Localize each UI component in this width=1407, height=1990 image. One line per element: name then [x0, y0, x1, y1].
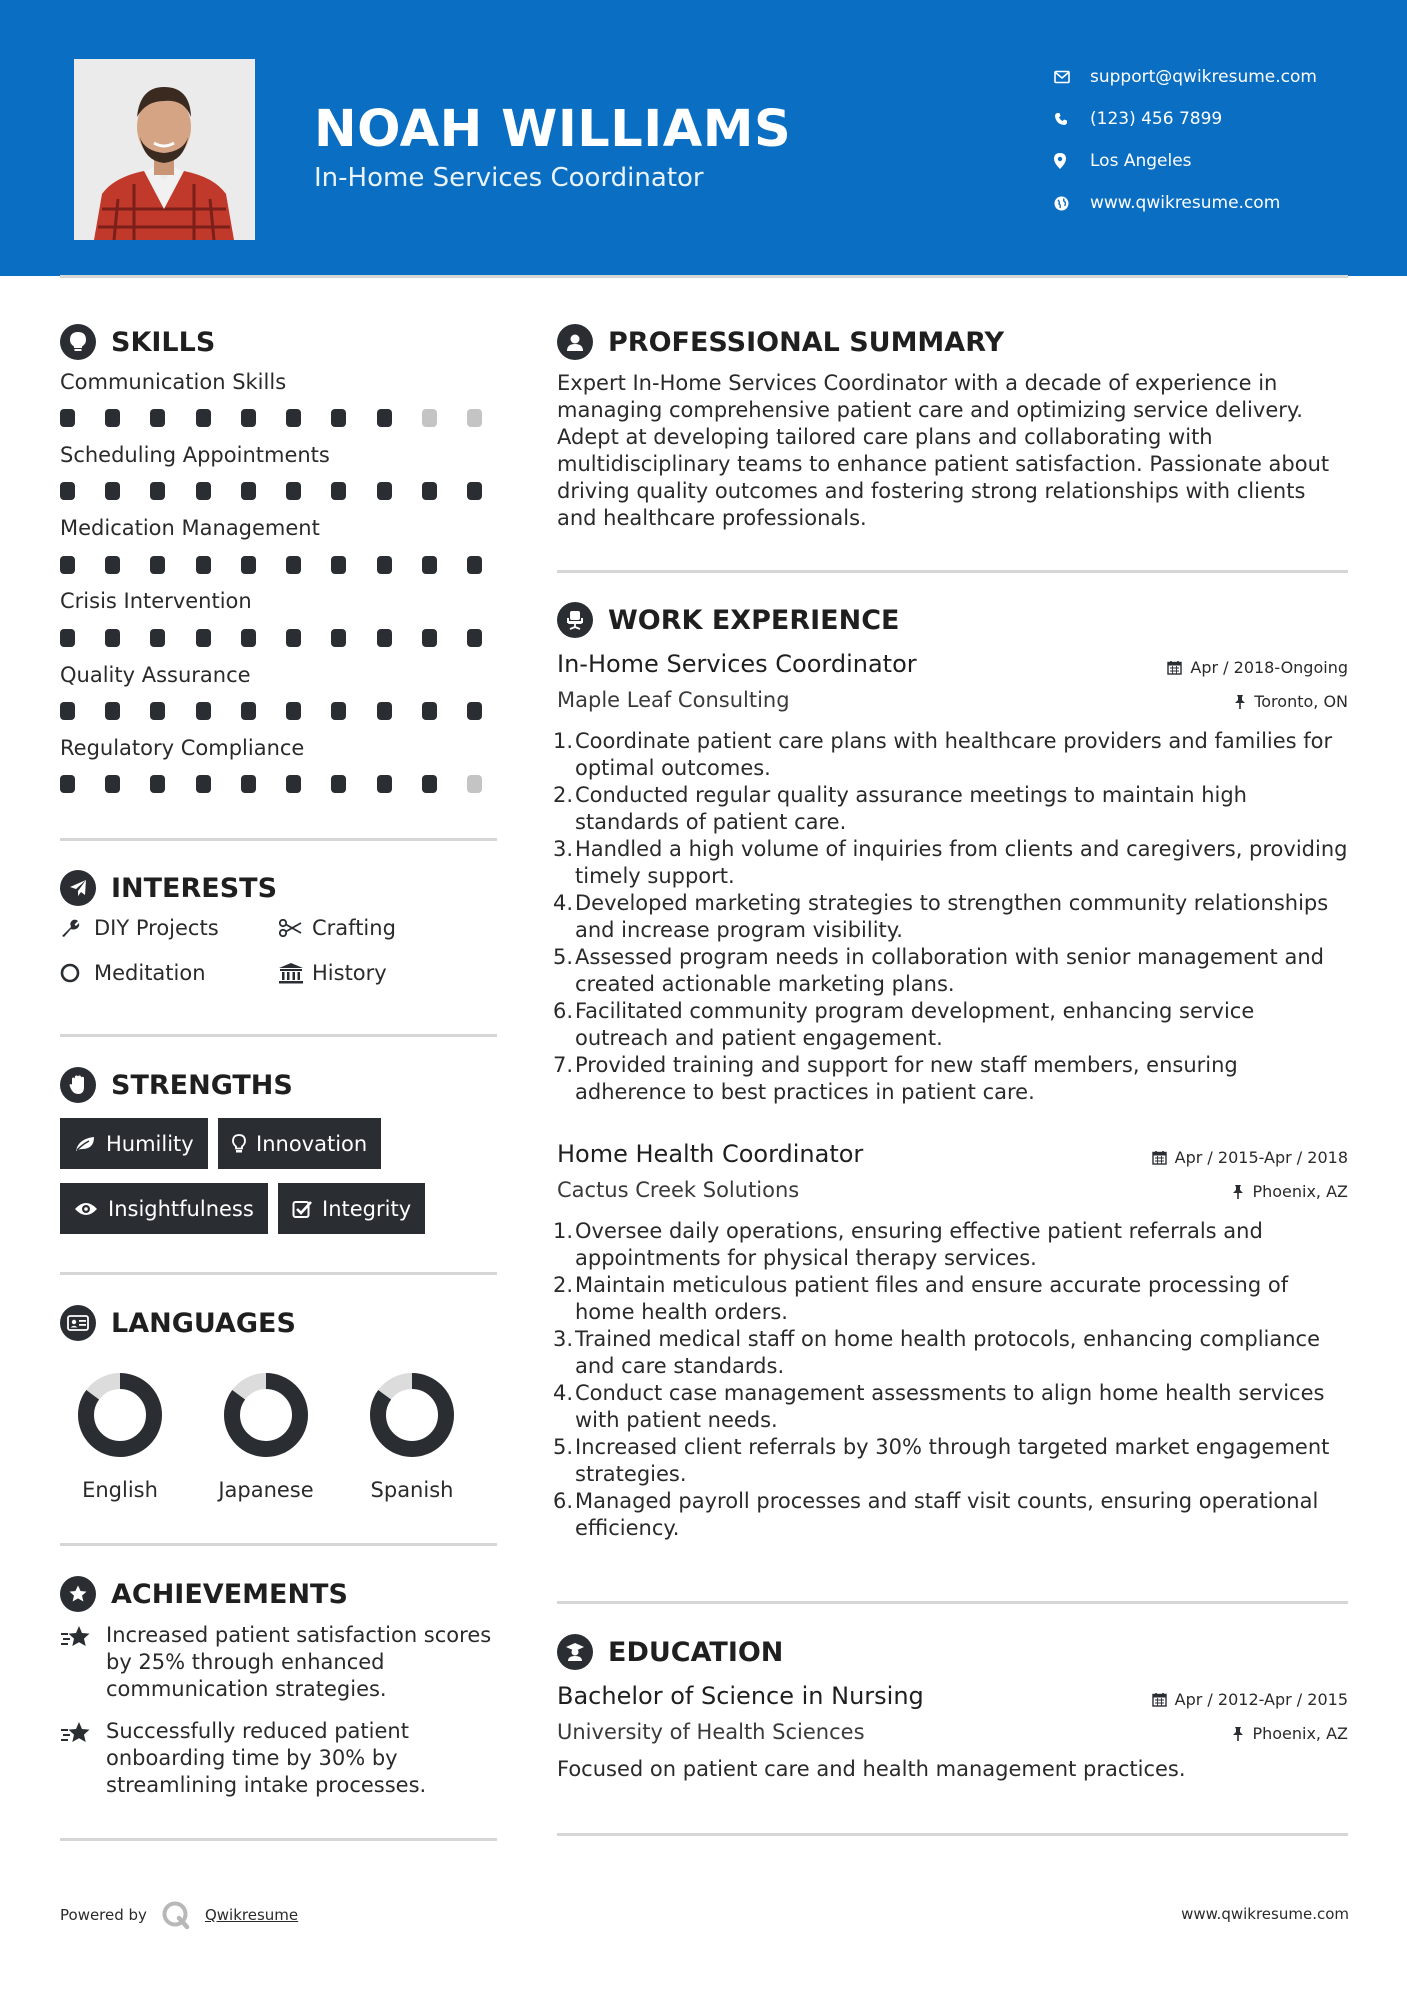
pushpin-icon: [1232, 1726, 1244, 1741]
skill-rating: [60, 775, 497, 793]
skill-dot-filled: [286, 482, 301, 500]
job-location: [1232, 1182, 1348, 1201]
chair-icon: [557, 602, 593, 638]
duty-number: 2.: [553, 783, 574, 807]
skill-dot-filled: [196, 702, 211, 720]
duty-text: Maintain meticulous patient files and ensure accurate processing of home health orders.: [575, 1273, 1289, 1324]
job-company: Maple Leaf Consulting: [557, 688, 790, 712]
section-divider: [557, 1833, 1348, 1836]
skill-dot-filled: [196, 775, 211, 793]
skill-dot-filled: [150, 482, 165, 500]
duty-number: 6.: [553, 999, 574, 1023]
skill-dot-filled: [60, 702, 75, 720]
contact-list: [1054, 56, 1354, 224]
school-name: University of Health Sciences: [557, 1720, 865, 1744]
duty-text: Conducted regular quality assurance meetings to maintain high standards of patient care.: [575, 783, 1247, 834]
calendar-icon: [1152, 1150, 1167, 1165]
language-level-ring: [367, 1370, 457, 1460]
skill-dot-filled: [377, 556, 392, 574]
skills-title: SKILLS: [111, 326, 216, 358]
duty-number: 3.: [553, 1327, 574, 1351]
duty-item: [553, 1380, 1348, 1434]
interest-item: [278, 961, 387, 985]
duty-number: 5.: [553, 945, 574, 969]
languages-title: LANGUAGES: [111, 1307, 296, 1339]
checkbox-icon: [292, 1199, 312, 1219]
duty-text: Trained medical staff on home health protocols, enhancing compliance and care standards.: [575, 1327, 1321, 1378]
strength-tag: [60, 1183, 268, 1234]
skill-dot-filled: [105, 702, 120, 720]
skill-dot-filled: [241, 409, 256, 427]
skill-dot-filled: [105, 556, 120, 574]
skill-dot-filled: [196, 629, 211, 647]
leaf-icon: [74, 1135, 96, 1153]
skill-rating: [60, 409, 497, 427]
phone-icon: [1054, 112, 1090, 126]
skill-dot-filled: [60, 409, 75, 427]
contact-website[interactable]: [1054, 182, 1354, 224]
skill-dot-filled: [105, 409, 120, 427]
summary-heading: [557, 324, 1004, 360]
skill-dot-filled: [422, 482, 437, 500]
skill-rating: [60, 482, 497, 500]
language-name: English: [82, 1478, 158, 1502]
scissors-icon: [278, 919, 312, 937]
contact-email[interactable]: [1054, 56, 1354, 98]
skills-heading: [60, 324, 215, 360]
job-duties: [553, 728, 1348, 1106]
summary-text: Expert In-Home Services Coordinator with a decade of experience in managing comprehensive patient care and optimizing service delivery. Adept at developing tailored care plans and collaborating with multidisciplinary teams to enhance patient satisfaction. Passionate about driving quality outcomes and fostering strong relationships with clients and healthcare professionals.: [557, 371, 1330, 530]
skill-dot-filled: [60, 556, 75, 574]
skill-dot-filled: [150, 556, 165, 574]
achievement-text: Successfully reduced patient onboarding time by 30% by streamlining intake processes.: [106, 1719, 427, 1797]
eye-icon: [74, 1201, 98, 1217]
skill-name: Crisis Intervention: [60, 589, 252, 613]
lightbulb-icon: [60, 324, 96, 360]
section-divider: [60, 1034, 497, 1037]
contact-email-text: support@qwikresume.com: [1090, 67, 1317, 87]
duty-item: [553, 836, 1348, 890]
achievement-text: Increased patient satisfaction scores by 25% through enhanced communication strategies.: [106, 1623, 492, 1701]
job-company: Cactus Creek Solutions: [557, 1178, 800, 1202]
duty-text: Coordinate patient care plans with healthcare providers and families for optimal outcomes.: [575, 729, 1333, 780]
skill-dot-filled: [196, 556, 211, 574]
skill-dot-filled: [377, 482, 392, 500]
calendar-icon: [1167, 660, 1182, 675]
skill-dot-empty: [467, 775, 482, 793]
envelope-icon: [1054, 70, 1090, 84]
skill-dot-empty: [467, 409, 482, 427]
museum-icon: [278, 962, 312, 984]
interest-item: [60, 916, 219, 940]
skill-dot-filled: [241, 702, 256, 720]
skill-name: Scheduling Appointments: [60, 443, 330, 467]
skill-name: Regulatory Compliance: [60, 736, 305, 760]
skill-dot-filled: [377, 629, 392, 647]
interest-item: [60, 961, 206, 985]
candidate-name: NOAH WILLIAMS: [314, 100, 792, 159]
strengths-heading: [60, 1067, 293, 1103]
skill-dot-filled: [422, 702, 437, 720]
profile-photo: [74, 59, 255, 240]
duty-number: 6.: [553, 1489, 574, 1513]
duty-number: 1.: [553, 1219, 574, 1243]
skill-dot-filled: [377, 409, 392, 427]
language-name: Spanish: [370, 1478, 454, 1502]
skill-dot-filled: [467, 702, 482, 720]
duty-number: 3.: [553, 837, 574, 861]
skill-name: Quality Assurance: [60, 663, 251, 687]
skill-dot-filled: [241, 775, 256, 793]
duty-number: 5.: [553, 1435, 574, 1459]
skill-dot-filled: [105, 775, 120, 793]
job-location-text: Toronto, ON: [1254, 692, 1348, 711]
skill-dot-filled: [331, 409, 346, 427]
education-title: EDUCATION: [608, 1636, 784, 1668]
duty-number: 4.: [553, 1381, 574, 1405]
skill-dot-filled: [150, 629, 165, 647]
interest-label: History: [312, 961, 387, 985]
achievements-heading: [60, 1576, 348, 1612]
skill-dot-filled: [286, 775, 301, 793]
skill-dot-filled: [105, 482, 120, 500]
footer-website[interactable]: www.qwikresume.com: [1181, 1905, 1349, 1923]
duty-item: [553, 1326, 1348, 1380]
skill-dot-filled: [196, 482, 211, 500]
skill-dot-filled: [467, 482, 482, 500]
section-divider: [60, 1838, 497, 1841]
section-divider: [60, 1272, 497, 1275]
duty-text: Managed payroll processes and staff visit counts, ensuring operational efficiency.: [575, 1489, 1319, 1540]
contact-phone-text: (123) 456 7899: [1090, 109, 1223, 129]
duty-text: Assessed program needs in collaboration with senior management and created actionable marketing plans.: [575, 945, 1324, 996]
interest-item: [278, 916, 396, 940]
job-location: [1234, 692, 1348, 711]
section-divider: [60, 1543, 497, 1546]
lightbulb-icon: [232, 1134, 246, 1154]
language-name: Japanese: [218, 1478, 314, 1502]
skill-dot-filled: [286, 556, 301, 574]
contact-phone[interactable]: [1054, 98, 1354, 140]
skill-dot-filled: [331, 629, 346, 647]
duty-item: [553, 944, 1348, 998]
skill-dot-filled: [286, 409, 301, 427]
experience-heading: [557, 602, 899, 638]
education-location-text: Phoenix, AZ: [1252, 1724, 1348, 1743]
id-card-icon: [60, 1305, 96, 1341]
duty-item: [553, 1218, 1348, 1272]
skill-dot-filled: [60, 629, 75, 647]
skill-dot-filled: [331, 702, 346, 720]
duty-text: Provided training and support for new staff members, ensuring adherence to best practices in patient care.: [575, 1053, 1238, 1104]
interest-label: DIY Projects: [94, 916, 219, 940]
circle-icon: [60, 963, 94, 983]
job-title: In-Home Services Coordinator: [557, 650, 917, 678]
achievements-title: ACHIEVEMENTS: [111, 1578, 348, 1610]
duty-item: [553, 890, 1348, 944]
skill-dot-filled: [331, 775, 346, 793]
job-dates: [1167, 658, 1348, 677]
degree-title: Bachelor of Science in Nursing: [557, 1682, 924, 1710]
duty-item: [553, 1052, 1348, 1106]
pushpin-icon: [1232, 1184, 1244, 1199]
language-item: [206, 1370, 326, 1502]
skill-rating: [60, 629, 497, 647]
paper-plane-icon: [60, 870, 96, 906]
skill-dot-filled: [377, 702, 392, 720]
language-item: [352, 1370, 472, 1502]
user-icon: [557, 324, 593, 360]
duty-item: [553, 782, 1348, 836]
skill-dot-filled: [422, 556, 437, 574]
skill-dot-filled: [241, 556, 256, 574]
strength-label: Insightfulness: [108, 1196, 254, 1221]
job-title: Home Health Coordinator: [557, 1140, 864, 1168]
wrench-icon: [60, 918, 94, 938]
language-item: [60, 1370, 180, 1502]
strength-tag: [278, 1183, 425, 1234]
skill-dot-filled: [286, 629, 301, 647]
duty-item: [553, 1488, 1348, 1542]
education-description: Focused on patient care and health management practices.: [557, 1757, 1186, 1781]
star-icon: [60, 1718, 106, 1799]
education-heading: [557, 1634, 783, 1670]
strength-tag: [60, 1118, 208, 1169]
skill-dot-filled: [331, 556, 346, 574]
skill-dot-filled: [105, 629, 120, 647]
language-level-ring: [75, 1370, 165, 1460]
skill-dot-filled: [467, 556, 482, 574]
contact-website-text: www.qwikresume.com: [1090, 193, 1281, 213]
duty-text: Developed marketing strategies to strengthen community relationships and increase program visibility.: [575, 891, 1329, 942]
skill-name: Communication Skills: [60, 370, 287, 394]
interest-label: Meditation: [94, 961, 206, 985]
calendar-icon: [1152, 1692, 1167, 1707]
strength-label: Innovation: [256, 1131, 368, 1156]
experience-title: WORK EXPERIENCE: [608, 604, 900, 636]
skill-dot-filled: [331, 482, 346, 500]
candidate-role: In-Home Services Coordinator: [314, 163, 704, 193]
graduate-icon: [557, 1634, 593, 1670]
contact-location-text: Los Angeles: [1090, 151, 1192, 171]
section-divider: [557, 570, 1348, 573]
skill-dot-filled: [60, 482, 75, 500]
interests-heading: [60, 870, 277, 906]
map-marker-icon: [1054, 153, 1090, 169]
star-icon: [60, 1622, 106, 1703]
job-dates-text: Apr / 2018-Ongoing: [1190, 658, 1348, 677]
duty-text: Oversee daily operations, ensuring effective patient referrals and appointments for physical therapy services.: [575, 1219, 1263, 1270]
hand-icon: [60, 1067, 96, 1103]
skill-dot-filled: [422, 629, 437, 647]
header-divider: [60, 275, 1348, 278]
skill-rating: [60, 702, 497, 720]
skill-name: Medication Management: [60, 516, 320, 540]
skill-dot-filled: [377, 775, 392, 793]
interest-label: Crafting: [312, 916, 396, 940]
duty-text: Facilitated community program development, enhancing service outreach and patient engagement.: [575, 999, 1255, 1050]
contact-location: [1054, 140, 1354, 182]
language-level-ring: [221, 1370, 311, 1460]
duty-text: Increased client referrals by 30% through targeted market engagement strategies.: [575, 1435, 1330, 1486]
skill-dot-filled: [241, 629, 256, 647]
duty-number: 4.: [553, 891, 574, 915]
strength-label: Integrity: [322, 1196, 412, 1221]
skill-dot-filled: [150, 409, 165, 427]
duty-text: Handled a high volume of inquiries from clients and caregivers, providing timely support.: [575, 837, 1348, 888]
job-duties: [553, 1218, 1348, 1542]
duty-number: 2.: [553, 1273, 574, 1297]
skill-dot-filled: [241, 482, 256, 500]
strengths-title: STRENGTHS: [111, 1069, 293, 1101]
section-divider: [557, 1601, 1348, 1604]
skill-dot-filled: [60, 775, 75, 793]
skill-dot-filled: [196, 409, 211, 427]
job-location-text: Phoenix, AZ: [1252, 1182, 1348, 1201]
strength-tag: [218, 1118, 381, 1169]
skill-dot-filled: [286, 702, 301, 720]
section-divider: [60, 838, 497, 841]
header-banner: [0, 0, 1407, 276]
strength-label: Humility: [106, 1131, 194, 1156]
qwikresume-logo-icon: [161, 1900, 191, 1930]
duty-item: [553, 728, 1348, 782]
summary-title: PROFESSIONAL SUMMARY: [608, 326, 1005, 358]
duty-item: [553, 998, 1348, 1052]
education-dates-text: Apr / 2012-Apr / 2015: [1174, 1690, 1348, 1709]
duty-item: [553, 1272, 1348, 1326]
footer-powered-by: [60, 1900, 298, 1930]
skill-dot-filled: [467, 629, 482, 647]
education-location: [1232, 1724, 1348, 1743]
achievement-item: [60, 1718, 497, 1799]
star-icon: [60, 1576, 96, 1612]
duty-number: 7.: [553, 1053, 574, 1077]
achievement-item: [60, 1622, 497, 1703]
skill-rating: [60, 556, 497, 574]
duty-text: Conduct case management assessments to align home health services with patient needs.: [575, 1381, 1325, 1432]
skill-dot-filled: [150, 702, 165, 720]
globe-icon: [1054, 196, 1090, 211]
duty-item: [553, 1434, 1348, 1488]
skill-dot-filled: [150, 775, 165, 793]
skill-dot-empty: [422, 409, 437, 427]
job-dates-text: Apr / 2015-Apr / 2018: [1174, 1148, 1348, 1167]
powered-by-text: Powered by: [60, 1906, 147, 1924]
duty-number: 1.: [553, 729, 574, 753]
skill-dot-filled: [422, 775, 437, 793]
education-dates: [1152, 1690, 1348, 1709]
languages-heading: [60, 1305, 296, 1341]
job-dates: [1152, 1148, 1348, 1167]
qwikresume-link[interactable]: Qwikresume: [204, 1906, 299, 1924]
pushpin-icon: [1234, 694, 1246, 709]
interests-title: INTERESTS: [111, 872, 278, 904]
